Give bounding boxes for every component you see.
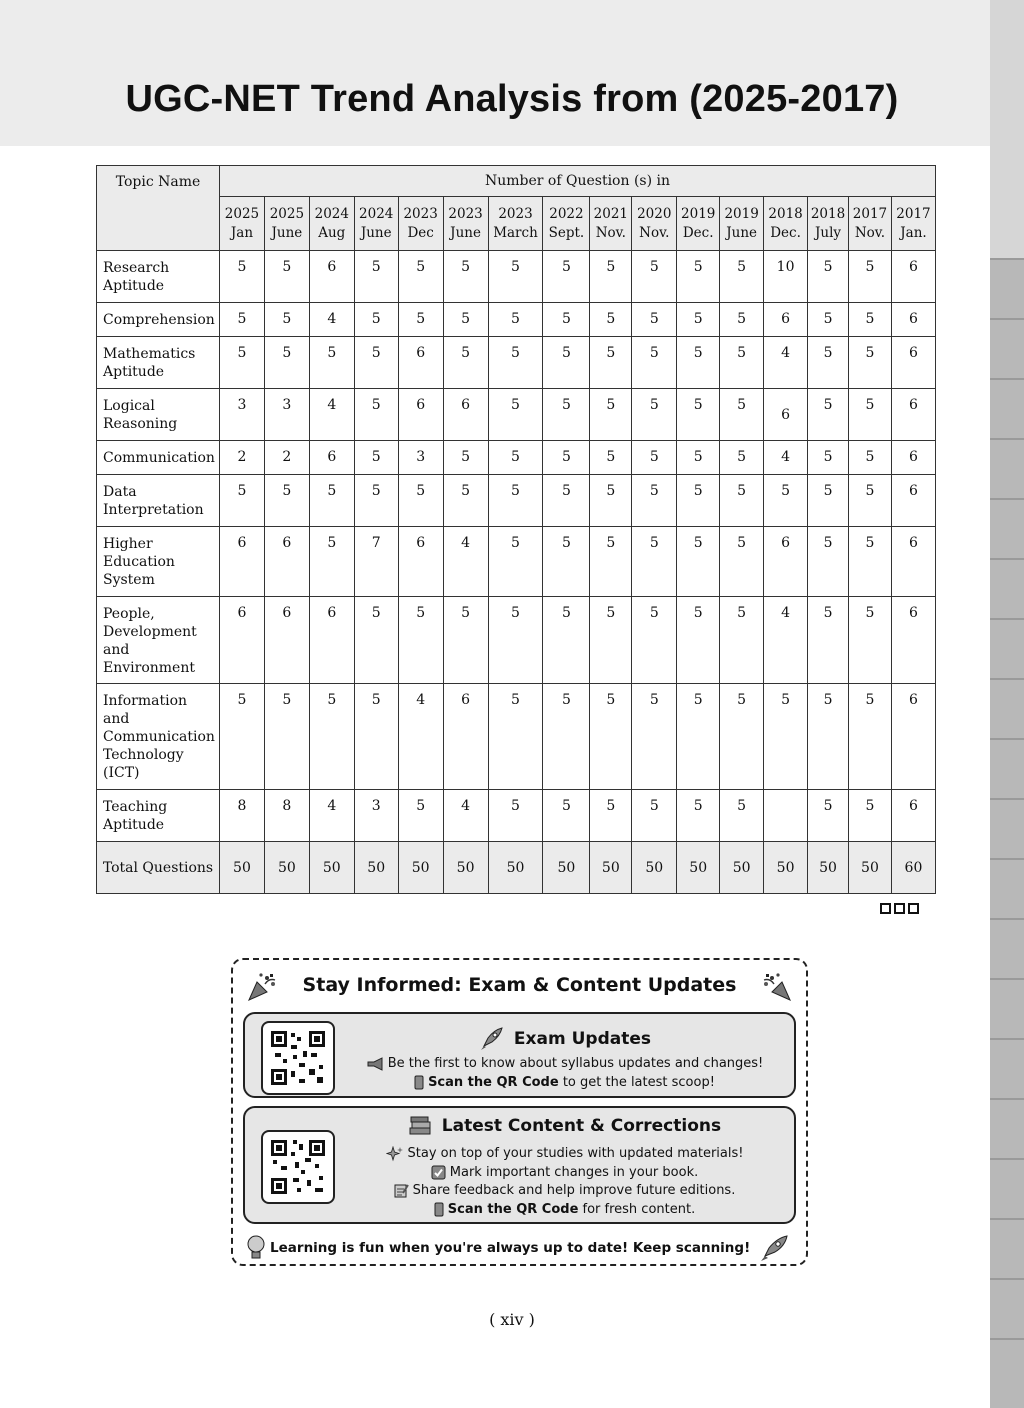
value-cell: 4	[309, 303, 354, 337]
table-row	[97, 790, 936, 842]
value-cell: 5	[849, 441, 892, 475]
value-cell	[764, 790, 808, 842]
value-cell: 6	[891, 441, 935, 475]
value-cell: 5	[849, 475, 892, 527]
rocket-icon	[759, 1234, 789, 1262]
value-cell: 5	[543, 597, 590, 684]
column-year: 2023	[448, 205, 483, 222]
value-cell: 4	[764, 441, 808, 475]
topic-cell: Data Interpretation	[97, 475, 220, 527]
column-header	[219, 197, 264, 251]
total-value-cell: 50	[264, 842, 309, 894]
rocket-icon	[478, 1026, 504, 1052]
value-cell: 5	[808, 684, 849, 790]
value-cell: 6	[891, 684, 935, 790]
updates-title: Stay Informed: Exam & Content Updates	[302, 974, 737, 996]
column-month: June	[360, 224, 392, 241]
value-cell: 5	[808, 303, 849, 337]
total-value-cell: 50	[632, 842, 677, 894]
value-cell: 5	[849, 251, 892, 303]
value-cell: 5	[354, 389, 398, 441]
value-cell: 6	[398, 337, 443, 389]
column-month: Nov.	[595, 224, 626, 241]
value-cell: 3	[219, 389, 264, 441]
content-line-3: Share feedback and help improve future editions.	[345, 1181, 784, 1200]
value-cell: 5	[443, 475, 488, 527]
value-cell: 4	[309, 389, 354, 441]
column-year: 2020	[637, 205, 672, 222]
value-cell: 5	[264, 303, 309, 337]
value-cell: 5	[808, 527, 849, 597]
number-header: Number of Question (s) in	[219, 166, 935, 197]
value-cell: 5	[219, 303, 264, 337]
value-cell: 6	[309, 597, 354, 684]
value-cell: 5	[543, 441, 590, 475]
total-row	[97, 842, 936, 894]
value-cell: 5	[590, 337, 632, 389]
value-cell: 5	[443, 597, 488, 684]
value-cell: 5	[849, 527, 892, 597]
column-year: 2025	[269, 205, 305, 222]
value-cell: 5	[354, 251, 398, 303]
value-cell: 5	[443, 251, 488, 303]
value-cell: 5	[632, 790, 677, 842]
value-cell: 4	[764, 337, 808, 389]
value-cell: 5	[590, 441, 632, 475]
column-header	[590, 197, 632, 251]
value-cell: 6	[891, 790, 935, 842]
value-cell: 10	[764, 251, 808, 303]
table-row	[97, 303, 936, 337]
updates-box	[231, 958, 808, 1266]
column-year: 2017	[896, 205, 931, 222]
total-value-cell: 50	[543, 842, 590, 894]
value-cell: 5	[849, 337, 892, 389]
value-cell: 5	[849, 597, 892, 684]
table-row	[97, 389, 936, 441]
value-cell: 5	[219, 475, 264, 527]
value-cell: 5	[488, 790, 543, 842]
trend-table	[96, 165, 936, 894]
books-icon	[408, 1116, 432, 1136]
table-row	[97, 251, 936, 303]
value-cell: 6	[891, 389, 935, 441]
page-number: ( xiv )	[489, 1310, 535, 1329]
value-cell: 5	[488, 684, 543, 790]
value-cell: 5	[632, 303, 677, 337]
column-header	[354, 197, 398, 251]
column-month: March	[493, 224, 538, 241]
end-of-section-marks	[880, 903, 919, 914]
topic-cell: Information and Communication Technology (ICT)	[97, 684, 220, 790]
value-cell: 5	[808, 389, 849, 441]
total-value-cell: 60	[891, 842, 935, 894]
value-cell: 5	[720, 475, 764, 527]
exam-updates-card	[243, 1012, 796, 1098]
value-cell: 3	[264, 389, 309, 441]
value-cell: 5	[264, 337, 309, 389]
total-value-cell: 50	[720, 842, 764, 894]
value-cell: 5	[398, 475, 443, 527]
column-month: Dec.	[770, 224, 801, 241]
table-row	[97, 337, 936, 389]
table-body	[97, 251, 936, 894]
table-row	[97, 441, 936, 475]
value-cell: 5	[488, 527, 543, 597]
value-cell: 6	[891, 597, 935, 684]
value-cell: 6	[891, 251, 935, 303]
column-header	[808, 197, 849, 251]
value-cell: 4	[398, 684, 443, 790]
column-year: 2018	[810, 205, 846, 222]
value-cell: 5	[849, 303, 892, 337]
column-year: 2024	[314, 205, 349, 222]
value-cell: 5	[677, 251, 720, 303]
topic-cell: Research Aptitude	[97, 251, 220, 303]
value-cell: 5	[677, 389, 720, 441]
column-month: Jan.	[900, 224, 927, 241]
total-value-cell: 50	[677, 842, 720, 894]
table-row	[97, 684, 936, 790]
value-cell: 5	[808, 251, 849, 303]
value-cell: 6	[891, 303, 935, 337]
value-cell: 5	[720, 389, 764, 441]
value-cell: 5	[764, 684, 808, 790]
value-cell: 4	[443, 790, 488, 842]
value-cell: 5	[849, 790, 892, 842]
value-cell: 5	[590, 684, 632, 790]
column-year: 2021	[593, 205, 629, 222]
value-cell: 5	[488, 303, 543, 337]
value-cell: 5	[354, 441, 398, 475]
value-cell: 5	[677, 441, 720, 475]
value-cell: 5	[543, 790, 590, 842]
column-month: Jan	[230, 224, 254, 241]
column-year: 2023	[403, 205, 438, 222]
total-value-cell: 50	[590, 842, 632, 894]
value-cell: 6	[764, 303, 808, 337]
column-header	[891, 197, 935, 251]
topic-cell: Comprehension	[97, 303, 220, 337]
header-band	[0, 0, 990, 146]
value-cell: 3	[398, 441, 443, 475]
column-month: June	[726, 224, 758, 241]
value-cell: 5	[677, 475, 720, 527]
value-cell: 5	[632, 389, 677, 441]
value-cell: 4	[764, 597, 808, 684]
value-cell: 3	[354, 790, 398, 842]
latest-content-card	[243, 1106, 796, 1224]
column-header	[632, 197, 677, 251]
value-cell: 5	[488, 389, 543, 441]
total-value-cell: 50	[398, 842, 443, 894]
value-cell: 5	[354, 684, 398, 790]
value-cell: 6	[219, 597, 264, 684]
exam-line-1: Be the first to know about syllabus updates and changes!	[345, 1054, 784, 1073]
value-cell: 4	[309, 790, 354, 842]
value-cell: 5	[808, 475, 849, 527]
value-cell: 8	[219, 790, 264, 842]
updates-footer: Learning is fun when you're always up to date! Keep scanning!	[233, 1234, 806, 1262]
column-month: Dec.	[682, 224, 714, 241]
column-header	[443, 197, 488, 251]
column-header	[264, 197, 309, 251]
value-cell: 5	[354, 303, 398, 337]
value-cell: 5	[590, 251, 632, 303]
value-cell: 6	[764, 527, 808, 597]
value-cell: 5	[354, 337, 398, 389]
value-cell: 5	[590, 527, 632, 597]
value-cell: 5	[720, 597, 764, 684]
latest-content-heading: Latest Content & Corrections	[345, 1116, 784, 1136]
value-cell: 5	[264, 684, 309, 790]
value-cell: 5	[309, 475, 354, 527]
value-cell: 5	[488, 251, 543, 303]
total-value-cell: 50	[219, 842, 264, 894]
topic-cell: People, Development and Environment	[97, 597, 220, 684]
value-cell: 5	[720, 684, 764, 790]
column-header	[764, 197, 808, 251]
value-cell: 5	[398, 597, 443, 684]
value-cell: 5	[720, 303, 764, 337]
value-cell: 5	[849, 389, 892, 441]
value-cell: 5	[443, 441, 488, 475]
column-month: June	[450, 224, 481, 241]
total-value-cell: 50	[764, 842, 808, 894]
value-cell: 5	[720, 337, 764, 389]
value-cell: 5	[543, 475, 590, 527]
value-cell: 4	[443, 527, 488, 597]
value-cell: 5	[354, 475, 398, 527]
phone-icon	[414, 1075, 424, 1090]
total-value-cell: 50	[808, 842, 849, 894]
value-cell: 5	[543, 684, 590, 790]
value-cell: 5	[720, 790, 764, 842]
value-cell: 6	[891, 337, 935, 389]
table-header-row-1	[97, 166, 936, 197]
value-cell: 5	[632, 475, 677, 527]
value-cell: 5	[632, 251, 677, 303]
column-header	[849, 197, 892, 251]
column-header	[309, 197, 354, 251]
value-cell: 5	[677, 303, 720, 337]
value-cell: 6	[443, 389, 488, 441]
topic-cell: Mathematics Aptitude	[97, 337, 220, 389]
column-header	[677, 197, 720, 251]
column-year: 2019	[681, 205, 716, 222]
value-cell: 6	[309, 251, 354, 303]
column-year: 2017	[852, 205, 888, 222]
page-title: UGC-NET Trend Analysis from (2025-2017)	[125, 78, 899, 120]
value-cell: 5	[720, 251, 764, 303]
exam-qr-code[interactable]	[261, 1021, 335, 1095]
value-cell: 5	[354, 597, 398, 684]
topic-cell: Logical Reasoning	[97, 389, 220, 441]
value-cell: 5	[808, 597, 849, 684]
value-cell: 5	[632, 441, 677, 475]
value-cell: 5	[808, 337, 849, 389]
total-value-cell: 50	[354, 842, 398, 894]
value-cell: 5	[590, 389, 632, 441]
value-cell: 5	[309, 684, 354, 790]
value-cell: 5	[632, 597, 677, 684]
value-cell: 6	[264, 527, 309, 597]
column-month: Nov.	[854, 224, 886, 241]
column-month: June	[271, 224, 303, 241]
column-header	[720, 197, 764, 251]
value-cell: 5	[677, 597, 720, 684]
table-row	[97, 527, 936, 597]
column-header	[398, 197, 443, 251]
value-cell: 5	[264, 251, 309, 303]
column-header	[488, 197, 543, 251]
value-cell: 5	[677, 684, 720, 790]
total-value-cell: 50	[443, 842, 488, 894]
exam-line-2: Scan the QR Code to get the latest scoop!	[345, 1073, 784, 1092]
column-header	[543, 197, 590, 251]
value-cell: 2	[264, 441, 309, 475]
value-cell: 5	[443, 303, 488, 337]
value-cell: 6	[398, 389, 443, 441]
exam-updates-heading: Exam Updates	[345, 1026, 784, 1052]
value-cell: 5	[632, 684, 677, 790]
value-cell: 5	[488, 441, 543, 475]
phone-icon	[434, 1202, 444, 1217]
value-cell: 5	[264, 475, 309, 527]
topic-header: Topic Name	[97, 166, 220, 251]
table-header-row-2	[97, 197, 936, 251]
column-month: Nov.	[639, 224, 670, 241]
value-cell: 5	[590, 597, 632, 684]
value-cell: 6	[219, 527, 264, 597]
value-cell: 5	[543, 251, 590, 303]
column-year: 2018	[768, 205, 803, 222]
value-cell: 5	[543, 303, 590, 337]
value-cell: 5	[764, 475, 808, 527]
content-line-1: Stay on top of your studies with updated materials!	[345, 1144, 784, 1163]
value-cell: 5	[632, 337, 677, 389]
value-cell: 5	[677, 337, 720, 389]
total-value-cell: 50	[488, 842, 543, 894]
value-cell: 6	[891, 527, 935, 597]
table-row	[97, 475, 936, 527]
value-cell: 5	[808, 441, 849, 475]
content-line-4: Scan the QR Code for fresh content.	[345, 1200, 784, 1219]
value-cell: 5	[488, 337, 543, 389]
column-year: 2024	[359, 205, 394, 222]
value-cell: 5	[677, 790, 720, 842]
megaphone-icon	[366, 1057, 384, 1071]
content-qr-code[interactable]	[261, 1130, 335, 1204]
value-cell: 5	[543, 527, 590, 597]
value-cell: 5	[590, 790, 632, 842]
value-cell: 6	[309, 441, 354, 475]
value-cell: 5	[808, 790, 849, 842]
value-cell: 2	[219, 441, 264, 475]
value-cell: 8	[264, 790, 309, 842]
column-year: 2023	[498, 205, 533, 222]
value-cell: 6	[764, 389, 808, 441]
value-cell: 5	[219, 251, 264, 303]
table-row	[97, 597, 936, 684]
value-cell: 6	[891, 475, 935, 527]
total-label: Total Questions	[97, 842, 220, 894]
value-cell: 5	[443, 337, 488, 389]
value-cell: 5	[398, 790, 443, 842]
value-cell: 5	[488, 475, 543, 527]
column-year: 2025	[224, 205, 260, 222]
value-cell: 6	[443, 684, 488, 790]
column-month: Aug	[318, 224, 346, 241]
content-line-2: Mark important changes in your book.	[345, 1163, 784, 1182]
value-cell: 5	[677, 527, 720, 597]
value-cell: 6	[398, 527, 443, 597]
light-bulb-icon	[246, 1235, 266, 1261]
value-cell: 5	[849, 684, 892, 790]
column-month: Dec	[407, 224, 434, 241]
column-month: Sept.	[548, 224, 585, 241]
value-cell: 6	[264, 597, 309, 684]
value-cell: 5	[590, 303, 632, 337]
check-box-icon	[431, 1165, 446, 1180]
value-cell: 5	[720, 527, 764, 597]
value-cell: 5	[398, 303, 443, 337]
value-cell: 5	[219, 684, 264, 790]
total-value-cell: 50	[309, 842, 354, 894]
value-cell: 5	[309, 527, 354, 597]
total-value-cell: 50	[849, 842, 892, 894]
value-cell: 5	[543, 337, 590, 389]
memo-icon	[394, 1183, 409, 1198]
sparkles-icon	[386, 1146, 404, 1162]
value-cell: 5	[219, 337, 264, 389]
page-edge-tabs	[990, 0, 1024, 1408]
value-cell: 5	[590, 475, 632, 527]
value-cell: 7	[354, 527, 398, 597]
value-cell: 5	[632, 527, 677, 597]
value-cell: 5	[543, 389, 590, 441]
value-cell: 5	[720, 441, 764, 475]
value-cell: 5	[398, 251, 443, 303]
topic-cell: Communication	[97, 441, 220, 475]
value-cell: 5	[309, 337, 354, 389]
value-cell: 5	[488, 597, 543, 684]
topic-cell: Teaching Aptitude	[97, 790, 220, 842]
column-year: 2022	[549, 205, 584, 222]
column-year: 2019	[724, 205, 759, 222]
topic-cell: Higher Education System	[97, 527, 220, 597]
column-month: July	[814, 224, 842, 241]
